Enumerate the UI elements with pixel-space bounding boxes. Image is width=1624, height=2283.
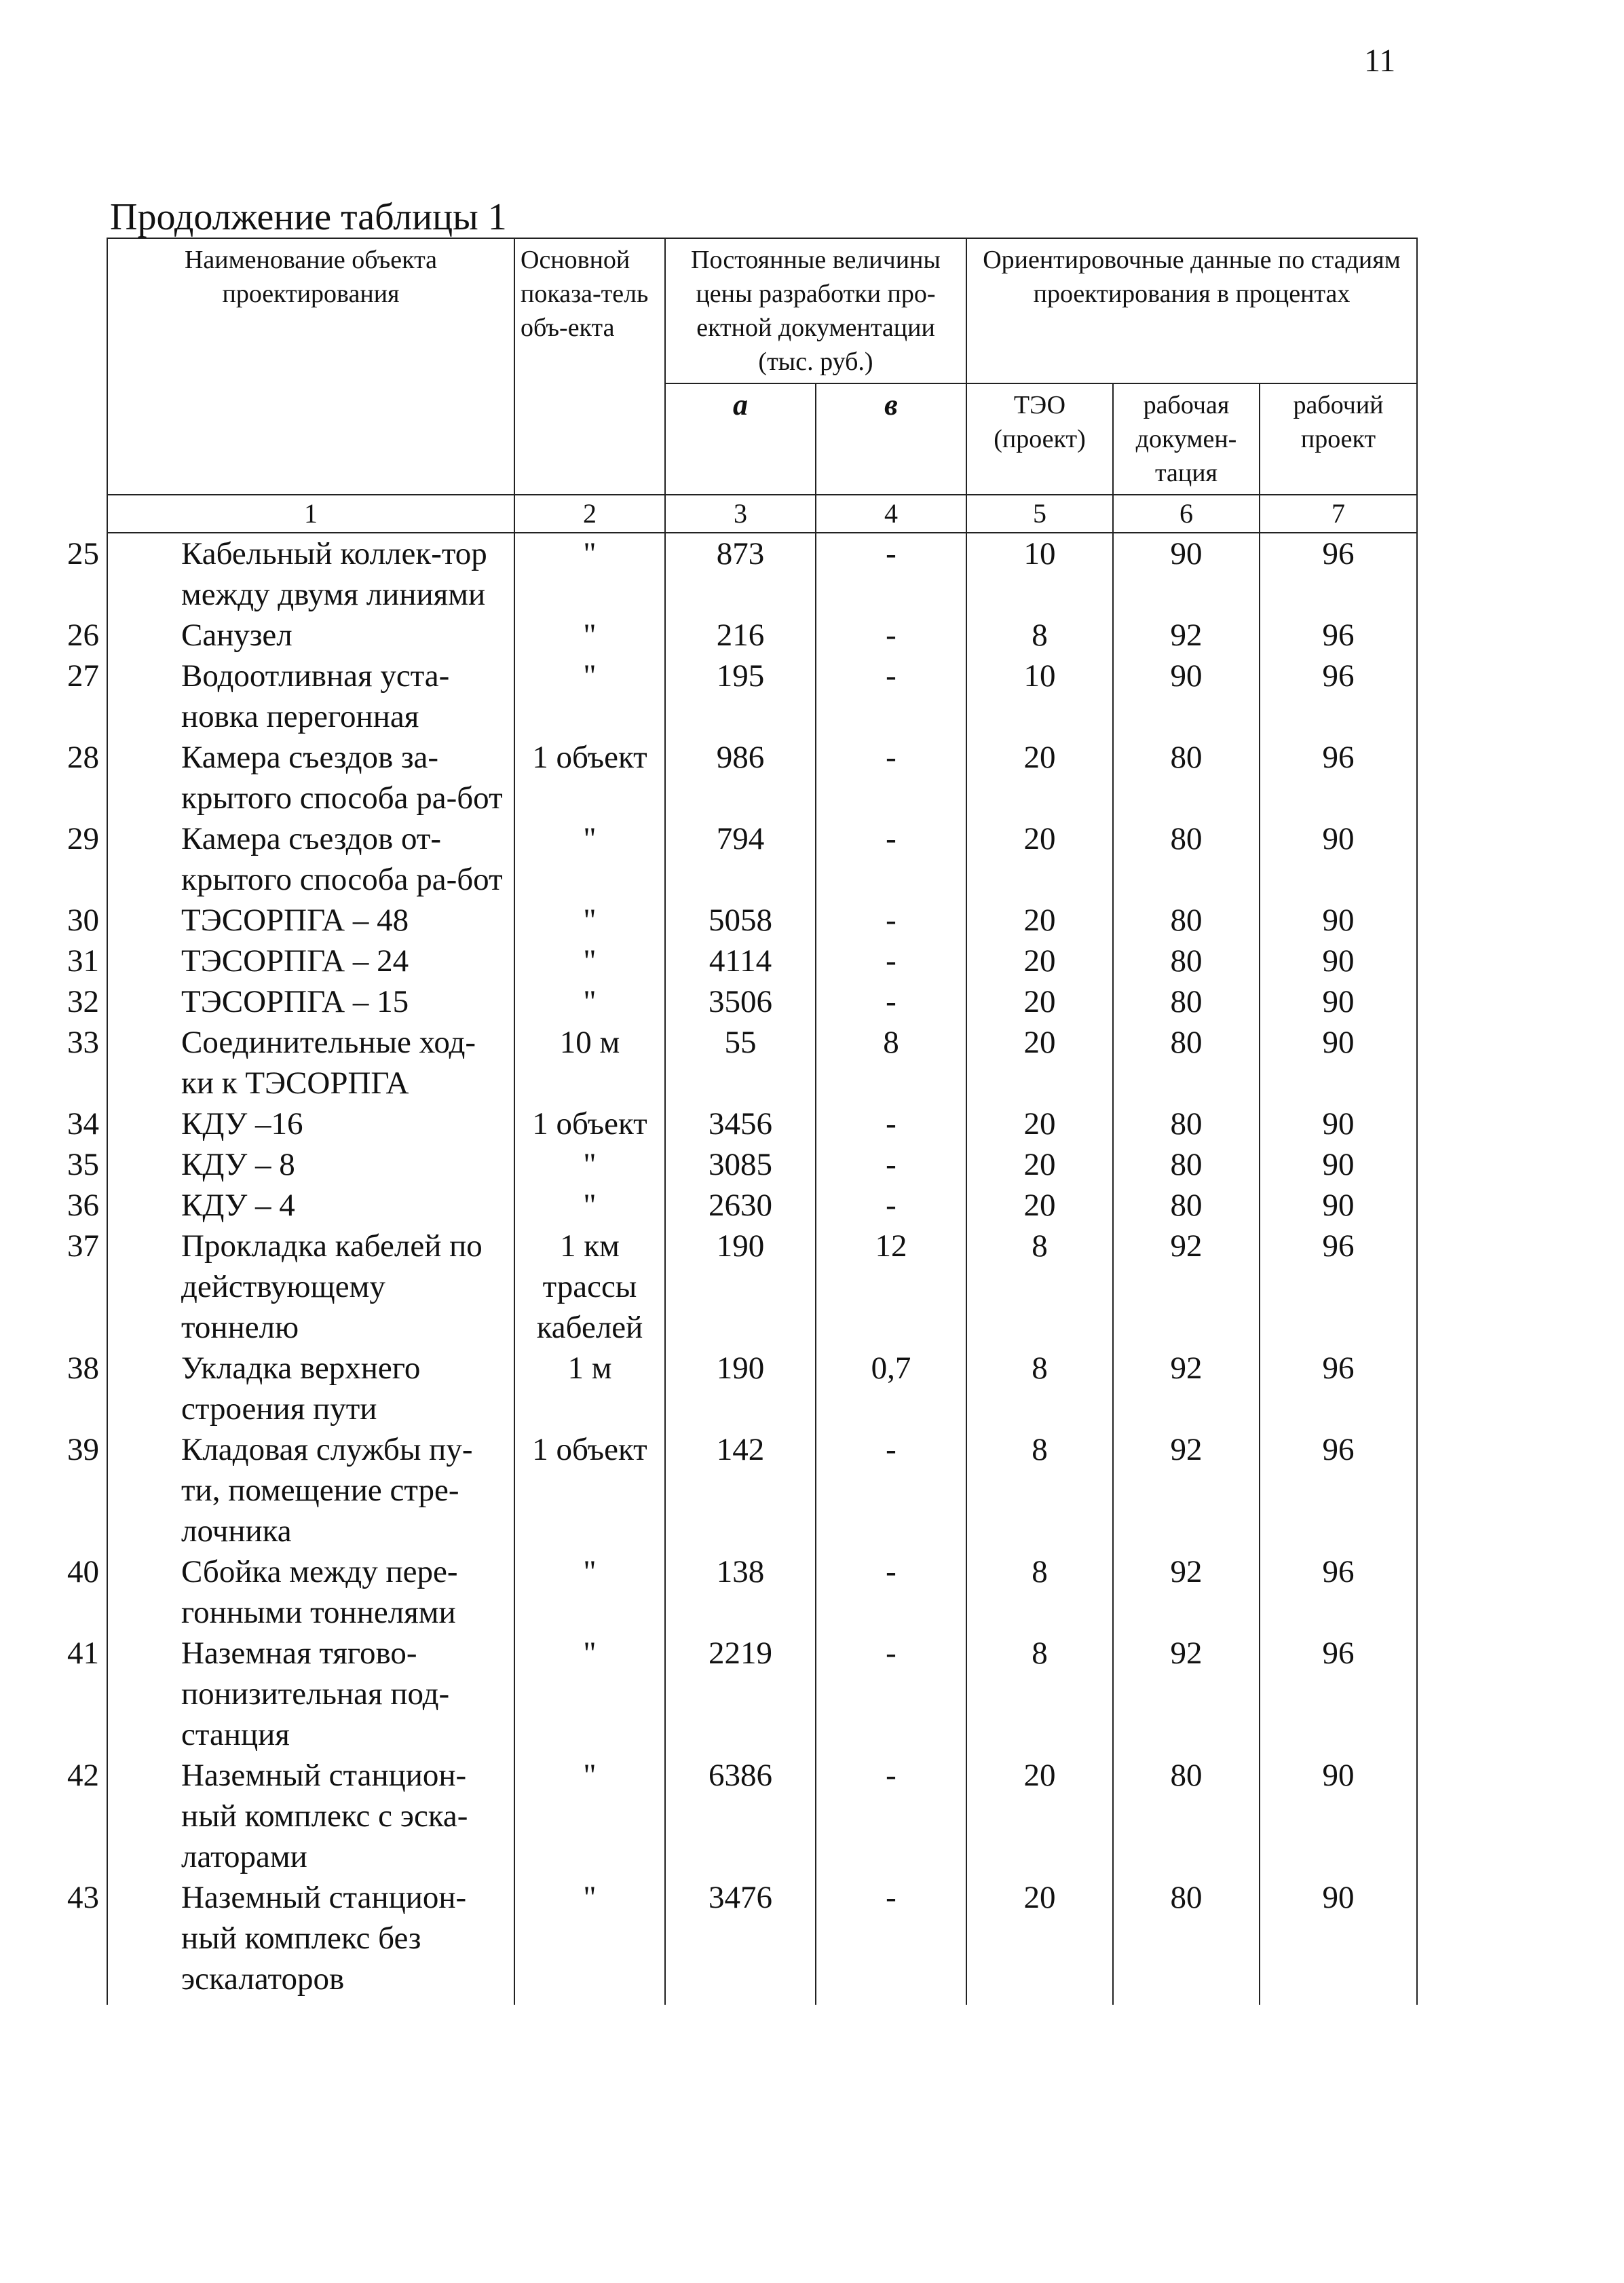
- table-row: [107, 1551, 1417, 1633]
- teo-cell: 8: [966, 615, 1113, 656]
- indicator-cell: ": [514, 900, 665, 941]
- object-name: Сбойка между пере-гонными тоннелями: [181, 1554, 458, 1630]
- object-name: КДУ – 8: [181, 1147, 295, 1182]
- value-b-cell: -: [816, 1551, 966, 1633]
- table-body: [67, 533, 1417, 2005]
- work-project-cell: 96: [1260, 656, 1417, 737]
- work-project-cell: 96: [1260, 1551, 1417, 1633]
- indicator-cell: ": [514, 656, 665, 737]
- value-a-cell: 190: [665, 1348, 816, 1429]
- work-doc-cell: 80: [1113, 818, 1260, 900]
- value-b-cell: -: [816, 533, 966, 615]
- table-row: [107, 656, 1417, 737]
- row-number: 35: [67, 1147, 99, 1182]
- teo-cell: 10: [966, 533, 1113, 615]
- object-name-cell: [67, 1755, 514, 1877]
- work-project-cell: 96: [1260, 737, 1417, 818]
- value-b-cell: -: [816, 1755, 966, 1877]
- work-doc-cell: 80: [1113, 737, 1260, 818]
- value-a-cell: 873: [665, 533, 816, 615]
- object-name: Камера съездов за-крытого способа ра-бот: [181, 740, 503, 816]
- header-stage-percentages: Ориентировочные данные по стадиям проектирования в процентах: [966, 238, 1417, 383]
- object-name-cell: [67, 941, 514, 981]
- indicator-cell: ": [514, 1551, 665, 1633]
- indicator-cell: 1 м: [514, 1348, 665, 1429]
- work-doc-cell: 80: [1113, 1755, 1260, 1877]
- value-b-cell: -: [816, 1633, 966, 1755]
- value-b-cell: -: [816, 1144, 966, 1185]
- object-name-cell: [67, 1877, 514, 2005]
- row-number: 25: [67, 536, 99, 571]
- work-doc-cell: 80: [1113, 1877, 1260, 2005]
- teo-cell: 20: [966, 737, 1113, 818]
- teo-cell: 20: [966, 1103, 1113, 1144]
- value-b-cell: -: [816, 818, 966, 900]
- header-indicator: Основной показа-тель объ-екта: [514, 238, 665, 495]
- table-row: [107, 615, 1417, 656]
- object-name-cell: [67, 1103, 514, 1144]
- row-number: 43: [67, 1880, 99, 1915]
- teo-cell: 8: [966, 1551, 1113, 1633]
- row-number: 31: [67, 943, 99, 979]
- object-name: Прокладка кабелей по действующему тоннелю: [181, 1228, 483, 1345]
- value-a-cell: 3456: [665, 1103, 816, 1144]
- table-row: [107, 1022, 1417, 1103]
- object-name: КДУ – 4: [181, 1188, 295, 1223]
- column-number: 3: [665, 495, 816, 533]
- value-b-cell: -: [816, 1429, 966, 1551]
- column-number: 4: [816, 495, 966, 533]
- teo-cell: 10: [966, 656, 1113, 737]
- row-number: 32: [67, 984, 99, 1019]
- object-name: Кладовая службы пу-ти, помещение стре-лочника: [181, 1432, 473, 1549]
- work-project-cell: 90: [1260, 900, 1417, 941]
- indicator-cell: 1 объект: [514, 1103, 665, 1144]
- column-number: 7: [1260, 495, 1417, 533]
- value-b-cell: -: [816, 1103, 966, 1144]
- work-project-cell: 90: [1260, 1022, 1417, 1103]
- indicator-cell: 1 км трассы кабелей: [514, 1226, 665, 1348]
- object-name-cell: [67, 1348, 514, 1429]
- object-name: ТЭСОРПГА – 24: [181, 943, 409, 979]
- object-name: Наземный станцион-ный комплекс с эска-латорами: [181, 1758, 468, 1874]
- table-caption: Продолжение таблицы 1: [110, 196, 507, 238]
- work-doc-cell: 92: [1113, 1226, 1260, 1348]
- header-b: в: [816, 383, 966, 495]
- value-a-cell: 3085: [665, 1144, 816, 1185]
- column-number: 6: [1113, 495, 1260, 533]
- indicator-cell: ": [514, 1755, 665, 1877]
- work-doc-cell: 90: [1113, 533, 1260, 615]
- table-row: [107, 981, 1417, 1022]
- value-b-cell: -: [816, 615, 966, 656]
- value-a-cell: 216: [665, 615, 816, 656]
- object-name-cell: [67, 1144, 514, 1185]
- indicator-cell: ": [514, 981, 665, 1022]
- work-project-cell: 90: [1260, 981, 1417, 1022]
- indicator-cell: ": [514, 615, 665, 656]
- table-row: [107, 1633, 1417, 1755]
- work-project-cell: 90: [1260, 1103, 1417, 1144]
- work-doc-cell: 80: [1113, 1022, 1260, 1103]
- value-a-cell: 138: [665, 1551, 816, 1633]
- object-name: Санузел: [181, 618, 292, 653]
- row-number: 37: [67, 1228, 99, 1264]
- teo-cell: 8: [966, 1429, 1113, 1551]
- object-name-cell: [67, 1185, 514, 1226]
- object-name: ТЭСОРПГА – 15: [181, 984, 409, 1019]
- object-name-cell: [67, 1633, 514, 1755]
- value-a-cell: 2630: [665, 1185, 816, 1226]
- row-number: 39: [67, 1432, 99, 1467]
- column-number-row: [107, 495, 1417, 533]
- table-header: [107, 238, 1417, 533]
- value-a-cell: 142: [665, 1429, 816, 1551]
- work-doc-cell: 80: [1113, 941, 1260, 981]
- indicator-cell: ": [514, 1633, 665, 1755]
- object-name-cell: [67, 615, 514, 656]
- row-number: 29: [67, 821, 99, 856]
- work-doc-cell: 80: [1113, 900, 1260, 941]
- row-number: 36: [67, 1188, 99, 1223]
- object-name: Кабельный коллек-тор между двумя линиями: [181, 536, 487, 612]
- row-number: 40: [67, 1554, 99, 1589]
- value-a-cell: 794: [665, 818, 816, 900]
- object-name-cell: [67, 818, 514, 900]
- work-project-cell: 96: [1260, 615, 1417, 656]
- object-name: Водоотливная уста-новка перегонная: [181, 658, 450, 734]
- work-project-cell: 96: [1260, 1429, 1417, 1551]
- row-number: 38: [67, 1351, 99, 1386]
- table-row: [107, 900, 1417, 941]
- object-name: Камера съездов от-крытого способа ра-бот: [181, 821, 503, 897]
- row-number: 34: [67, 1106, 99, 1142]
- object-name-cell: [67, 1226, 514, 1348]
- object-name: КДУ –16: [181, 1106, 303, 1142]
- value-b-cell: -: [816, 1185, 966, 1226]
- value-a-cell: 4114: [665, 941, 816, 981]
- indicator-cell: ": [514, 533, 665, 615]
- value-a-cell: 6386: [665, 1755, 816, 1877]
- table-row: [107, 1144, 1417, 1185]
- teo-cell: 20: [966, 981, 1113, 1022]
- header-work-project: рабочий проект: [1260, 383, 1417, 495]
- object-name-cell: [67, 656, 514, 737]
- work-doc-cell: 80: [1113, 1103, 1260, 1144]
- cost-table: [67, 238, 1418, 2005]
- header-work-doc: рабочая докумен-тация: [1113, 383, 1260, 495]
- value-b-cell: 8: [816, 1022, 966, 1103]
- row-number: 42: [67, 1758, 99, 1793]
- value-a-cell: 55: [665, 1022, 816, 1103]
- table-row: [107, 737, 1417, 818]
- table-row: [107, 1755, 1417, 1877]
- indicator-cell: 10 м: [514, 1022, 665, 1103]
- value-a-cell: 190: [665, 1226, 816, 1348]
- indicator-cell: ": [514, 1877, 665, 2005]
- value-b-cell: -: [816, 656, 966, 737]
- work-doc-cell: 92: [1113, 1429, 1260, 1551]
- value-b-cell: 0,7: [816, 1348, 966, 1429]
- value-b-cell: -: [816, 941, 966, 981]
- work-project-cell: 90: [1260, 941, 1417, 981]
- value-b-cell: -: [816, 900, 966, 941]
- value-a-cell: 2219: [665, 1633, 816, 1755]
- work-doc-cell: 80: [1113, 1144, 1260, 1185]
- object-name: Наземный станцион-ный комплекс без эскалаторов: [181, 1880, 467, 1997]
- object-name: Укладка верхнего строения пути: [181, 1351, 421, 1427]
- column-number: 5: [966, 495, 1113, 533]
- value-a-cell: 3476: [665, 1877, 816, 2005]
- column-number: 1: [107, 495, 514, 533]
- row-number: 27: [67, 658, 99, 694]
- object-name: Соединительные ход-ки к ТЭСОРПГА: [181, 1025, 476, 1101]
- work-doc-cell: 92: [1113, 615, 1260, 656]
- object-name-cell: [67, 900, 514, 941]
- teo-cell: 8: [966, 1226, 1113, 1348]
- work-doc-cell: 80: [1113, 981, 1260, 1022]
- value-b-cell: 12: [816, 1226, 966, 1348]
- table-row: [107, 1185, 1417, 1226]
- table-row: [107, 1103, 1417, 1144]
- object-name-cell: [67, 533, 514, 615]
- teo-cell: 20: [966, 1877, 1113, 2005]
- object-name: ТЭСОРПГА – 48: [181, 903, 409, 938]
- header-a: а: [665, 383, 816, 495]
- work-project-cell: 90: [1260, 1185, 1417, 1226]
- table-row: [107, 818, 1417, 900]
- teo-cell: 20: [966, 1022, 1113, 1103]
- object-name-cell: [67, 1429, 514, 1551]
- value-b-cell: -: [816, 1877, 966, 2005]
- row-number: 26: [67, 618, 99, 653]
- work-project-cell: 90: [1260, 1144, 1417, 1185]
- header-object-name: Наименование объекта проектирования: [107, 238, 514, 495]
- work-project-cell: 96: [1260, 1633, 1417, 1755]
- value-a-cell: 195: [665, 656, 816, 737]
- teo-cell: 20: [966, 818, 1113, 900]
- value-a-cell: 3506: [665, 981, 816, 1022]
- indicator-cell: ": [514, 941, 665, 981]
- table-row: [107, 1226, 1417, 1348]
- page-number: 11: [1364, 43, 1396, 79]
- teo-cell: 8: [966, 1633, 1113, 1755]
- work-project-cell: 90: [1260, 1877, 1417, 2005]
- teo-cell: 8: [966, 1348, 1113, 1429]
- object-name-cell: [67, 737, 514, 818]
- table-row: [107, 1429, 1417, 1551]
- indicator-cell: ": [514, 818, 665, 900]
- work-doc-cell: 80: [1113, 1185, 1260, 1226]
- header-teo: ТЭО (проект): [966, 383, 1113, 495]
- table-row: [107, 941, 1417, 981]
- value-b-cell: -: [816, 737, 966, 818]
- table-row: [107, 1877, 1417, 2005]
- work-doc-cell: 92: [1113, 1633, 1260, 1755]
- work-doc-cell: 92: [1113, 1348, 1260, 1429]
- value-a-cell: 5058: [665, 900, 816, 941]
- table-row: [107, 533, 1417, 615]
- work-doc-cell: 92: [1113, 1551, 1260, 1633]
- work-project-cell: 96: [1260, 533, 1417, 615]
- teo-cell: 20: [966, 1755, 1113, 1877]
- teo-cell: 20: [966, 900, 1113, 941]
- indicator-cell: ": [514, 1185, 665, 1226]
- row-number: 28: [67, 740, 99, 775]
- work-project-cell: 96: [1260, 1226, 1417, 1348]
- row-number: 41: [67, 1636, 99, 1671]
- value-a-cell: 986: [665, 737, 816, 818]
- indicator-cell: 1 объект: [514, 1429, 665, 1551]
- work-doc-cell: 90: [1113, 656, 1260, 737]
- object-name-cell: [67, 1551, 514, 1633]
- indicator-cell: ": [514, 1144, 665, 1185]
- row-number: 33: [67, 1025, 99, 1060]
- indicator-cell: 1 объект: [514, 737, 665, 818]
- object-name-cell: [67, 1022, 514, 1103]
- teo-cell: 20: [966, 941, 1113, 981]
- value-b-cell: -: [816, 981, 966, 1022]
- teo-cell: 20: [966, 1144, 1113, 1185]
- work-project-cell: 90: [1260, 1755, 1417, 1877]
- object-name-cell: [67, 981, 514, 1022]
- table-row: [107, 1348, 1417, 1429]
- object-name: Наземная тягово-понизительная под-станция: [181, 1636, 450, 1752]
- row-number: 30: [67, 903, 99, 938]
- column-number: 2: [514, 495, 665, 533]
- teo-cell: 20: [966, 1185, 1113, 1226]
- work-project-cell: 96: [1260, 1348, 1417, 1429]
- work-project-cell: 90: [1260, 818, 1417, 900]
- header-constant-values: Постоянные величины цены разработки про-ектной документации (тыс. руб.): [665, 238, 966, 383]
